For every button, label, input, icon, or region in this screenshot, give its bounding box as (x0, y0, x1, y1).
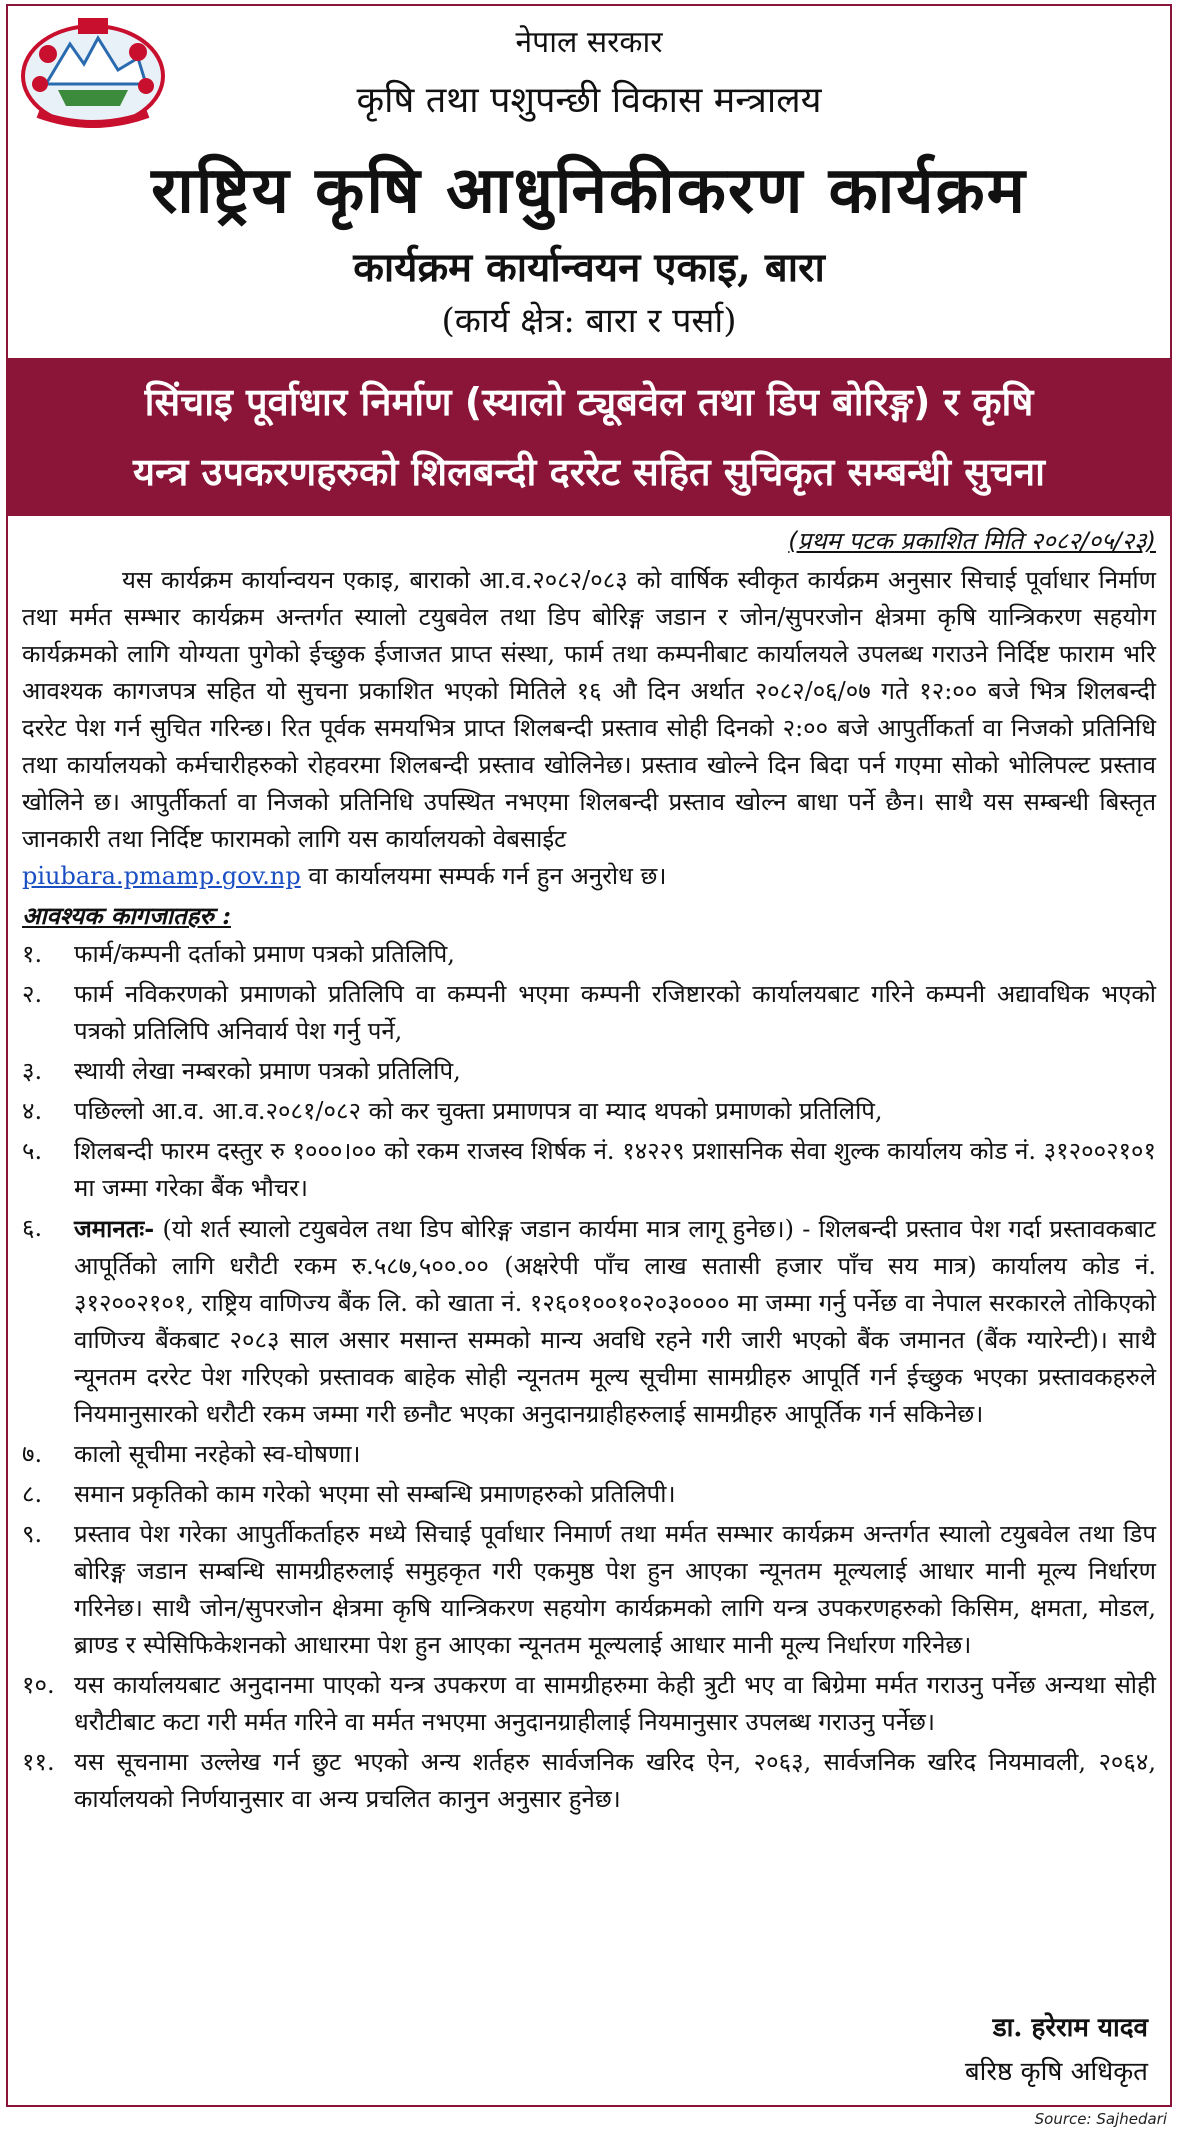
banner-line-2: यन्त्र उपकरणहरुको शिलबन्दी दररेट सहित सुचिकृत सम्बन्धी सुचना (133, 450, 1045, 494)
list-item (22, 1133, 1156, 1207)
ministry-name: कृषि तथा पशुपन्छी विकास मन्त्रालय (356, 80, 822, 121)
item-text (74, 1476, 1156, 1513)
item-text-content: स्थायी लेखा नम्बरको प्रमाण पत्रको प्रतिलिपि, (74, 1057, 461, 1085)
item-number: ७. (22, 1440, 43, 1468)
intro-text-end: वा कार्यालयमा सम्पर्क गर्न हुन अनुरोध छ। (300, 862, 667, 890)
website-link[interactable]: piubara.pmamp.gov.np (22, 862, 301, 890)
list-item (22, 1516, 1156, 1664)
notice-header (8, 6, 1170, 351)
item-text (74, 1516, 1156, 1664)
list-item (22, 1476, 1156, 1513)
notice-frame (6, 4, 1172, 2107)
item-text-content: यस सूचनामा उल्लेख गर्न छुट भएको अन्य शर्तहरु सार्वजनिक खरिद ऐन, २०६३, सार्वजनिक खरिद नियमावली, २०६४, कार्यालयको निर्णयानुसार वा अन्य प्रचलित कानुन अनुसार हुनेछ। (74, 1748, 1156, 1813)
item-text (74, 936, 1156, 973)
item-text (74, 1667, 1156, 1741)
item-number: १. (22, 940, 43, 968)
item-number: ८. (22, 1480, 43, 1508)
item-number: ९. (22, 1520, 43, 1548)
item-number: ४. (22, 1097, 43, 1125)
item-text (74, 1133, 1156, 1207)
signature-block (965, 2008, 1148, 2088)
unit-name: कार्यक्रम कार्यान्वयन एकाइ, बारा (353, 244, 825, 291)
program-name: राष्ट्रिय कृषि आधुनिकीकरण कार्यक्रम (151, 153, 1027, 228)
item-text (74, 1210, 1156, 1433)
item-number: १०. (22, 1671, 55, 1699)
item-text (74, 1436, 1156, 1473)
work-area: (कार्य क्षेत्र: बारा र पर्सा) (441, 301, 737, 341)
item-text-content: शिलबन्दी फारम दस्तुर रु १०००।०० को रकम राजस्व शिर्षक नं. १४२२९ प्रशासनिक सेवा शुल्क कार्यालय कोड नं. ३१२००२१०१ मा जम्मा गरेका बैंक भौचर। (74, 1137, 1156, 1202)
item-text (74, 1053, 1156, 1090)
list-item (22, 1093, 1156, 1130)
government-name: नेपाल सरकार (515, 25, 663, 60)
notice-body (22, 562, 1156, 1821)
item-text-content: यस कार्यालयबाट अनुदानमा पाएको यन्त्र उपकरण वा सामग्रीहरुमा केही त्रुटी भए वा बिग्रेमा मर्मत गराउनु पर्नेछ अन्यथा सोही धरौटीबाट कटा गरी मर्मत गरिने वा मर्मत नभएमा अनुदानग्राहीलाई नियमानुसार उपलब्ध गराउनु पर्नेछ। (74, 1671, 1156, 1736)
source-credit: Source: Sajhedari (1034, 2110, 1167, 2128)
signatory-designation: बरिष्ठ कृषि अधिकृत (964, 2057, 1148, 2087)
list-item (22, 1744, 1156, 1818)
item-text-content: फार्म नविकरणको प्रमाणको प्रतिलिपि वा कम्पनी भएमा कम्पनी रजिष्टारको कार्यालयबाट गरिने कम्पनी अद्यावधिक भएको पत्रको प्रतिलिपि अनिवार्य पेश गर्नु पर्ने, (74, 980, 1156, 1045)
item-number: ६. (22, 1214, 43, 1242)
requirements-list (22, 936, 1156, 1818)
item-text-content: प्रस्ताव पेश गरेका आपुर्तीकर्ताहरु मध्ये सिचाई पूर्वाधार निमार्ण तथा मर्मत सम्भार कार्यक्रम अन्तर्गत स्यालो टयुबवेल तथा डिप बोरिङ्ग जडान सम्बन्धि सामग्रीहरुलाई समुहकृत गरी एकमुष्ठ पेश हुन आएका न्यूनतम मूल्यलाई आधार मानी मूल्य निर्धारण गरिनेछ। साथै जोन/सुपरजोन क्षेत्रमा कृषि यान्त्रिकरण सहयोग कार्यक्रमको लागि यन्त्र उपकरणहरुको किसिम, क्षमता, मोडल, ब्राण्ड र स्पेसिफिकेशनको आधारमा पेश हुन आएका न्यूनतम मूल्यलाई आधार मानी मूल्य निर्धारण गरिनेछ। (74, 1520, 1156, 1659)
notice-title-banner (8, 358, 1170, 516)
item-text-content: कालो सूचीमा नरहेको स्व-घोषणा। (74, 1440, 361, 1468)
item-text (74, 976, 1156, 1050)
item-number: २. (22, 980, 43, 1008)
signatory-name: डा. हरेराम यादव (992, 2013, 1148, 2043)
intro-text: यस कार्यक्रम कार्यान्वयन एकाइ, बाराको आ.व.२०८२/०८३ को वार्षिक स्वीकृत कार्यक्रम अनुसार सिचाई पूर्वाधार निर्माण तथा मर्मत सम्भार कार्यक्रम अन्तर्गत स्यालो टयुबवेल तथा डिप बोरिङ्ग जडान र जोन/सुपरजोन क्षेत्रमा कृषि यान्त्रिकरण सहयोग कार्यक्रमको लागि योग्यता पुगेको ईच्छुक ईजाजत प्राप्त संस्था, फार्म तथा कम्पनीबाट कार्यालयले उपलब्ध गराउने निर्दिष्ट फाराम भरि आवश्यक कागजपत्र सहित यो सुचना प्रकाशित भएको मितिले १६ औ दिन अर्थात २०८२/०६/०७ गते १२:०० बजे भित्र शिलबन्दी दररेट पेश गर्न सुचित गरिन्छ। रित पूर्वक समयभित्र प्राप्त शिलबन्दी प्रस्ताव सोही दिनको २:०० बजे आपुर्तीकर्ता वा निजको प्रतिनिधि तथा कार्यालयको कर्मचारीहरुको रोहवरमा शिलबन्दी प्रस्ताव खोलिनेछ। प्रस्ताव खोल्ने दिन बिदा पर्न गएमा सोको भोलिपल्ट प्रस्ताव खोलिने छ। आपुर्तीकर्ता वा निजको प्रतिनिधि उपस्थित नभएमा शिलबन्दी प्रस्ताव खोल्न बाधा पर्ने छैन। साथै यस सम्बन्धी बिस्तृत जानकारी तथा निर्दिष्ट फारामको लागि यस कार्यालयको वेबसाईट (22, 566, 1156, 853)
list-item (22, 936, 1156, 973)
item-bold-label: जमानतः- (74, 1214, 155, 1243)
item-text (74, 1093, 1156, 1130)
item-text-content: समान प्रकृतिको काम गरेको भएमा सो सम्बन्धि प्रमाणहरुको प्रतिलिपी। (74, 1480, 676, 1508)
list-item (22, 976, 1156, 1050)
list-item (22, 1053, 1156, 1090)
item-text (74, 1744, 1156, 1818)
list-item (22, 1436, 1156, 1473)
item-text-content: (यो शर्त स्यालो टयुबवेल तथा डिप बोरिङ्ग जडान कार्यमा मात्र लागू हुनेछ।) - शिलबन्दी प्रस्ताव पेश गर्दा प्रस्तावकबाट आपूर्तिको लागि धरौटी रकम रु.५८७,५००.०० (अक्षरेपी पाँच लाख सतासी हजार पाँच सय मात्र) कार्यालय कोड नं. ३१२००२१०१, राष्ट्रिय वाणिज्य बैंक लि. को खाता नं. १२६०१००१०२०३०००० मा जम्मा गर्नु पर्नेछ वा नेपाल सरकारले तोकिएको वाणिज्य बैंकबाट २०८३ साल असार मसान्त सम्मको मान्य अवधि रहने गरी जारी भएको बैंक जमानत (बैंक ग्यारेन्टी)। साथै न्यूनतम दररेट पेश गरिएको प्रस्तावक बाहेक सोही न्यूनतम मूल्य सूचीमा सामग्रीहरु आपूर्ति गर्न ईच्छुक भएका प्रस्तावकहरुले नियमानुसारको धरौटी रकम जम्मा गरी छनौट भएका अनुदानग्राहीहरुलाई सामग्रीहरु आपूर्तिक गर्न सकिनेछ। (74, 1215, 1156, 1428)
list-item (22, 1210, 1156, 1433)
publication-date: (प्रथम पटक प्रकाशित मिति २०८२/०५/२३) (788, 527, 1156, 555)
requirements-title: आवश्यक कागजातहरु : (22, 901, 231, 930)
item-text-content: पछिल्लो आ.व. आ.व.२०८१/०८२ को कर चुक्ता प्रमाणपत्र वा म्याद थपको प्रमाणको प्रतिलिपि, (74, 1097, 883, 1125)
item-number: ११. (22, 1748, 55, 1776)
item-number: ५. (22, 1137, 43, 1165)
list-item (22, 1667, 1156, 1741)
item-text-content: फार्म/कम्पनी दर्ताको प्रमाण पत्रको प्रतिलिपि, (74, 940, 455, 968)
banner-line-1: सिंचाइ पूर्वाधार निर्माण (स्यालो ट्यूबवेल तथा डिप बोरिङ्ग) र कृषि (144, 380, 1034, 424)
intro-paragraph (22, 562, 1156, 895)
item-number: ३. (22, 1057, 43, 1085)
